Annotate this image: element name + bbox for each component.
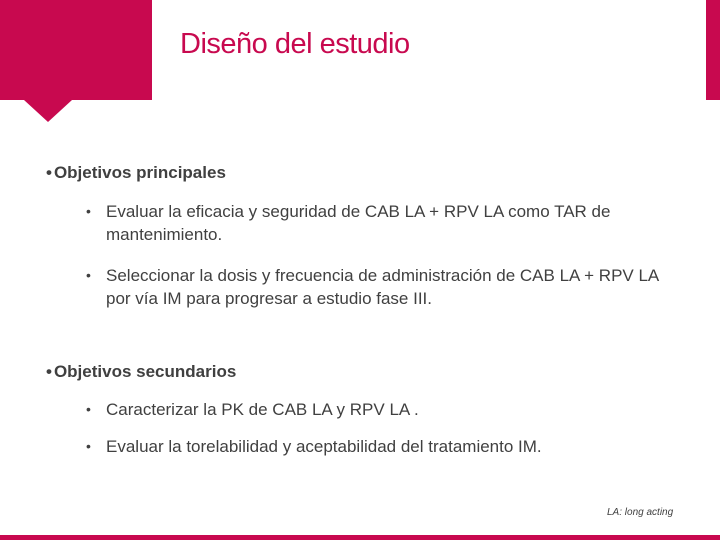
list-item-text: Evaluar la torelabilidad y aceptabilidad del tratamiento IM. xyxy=(106,437,542,456)
title-accent-bar xyxy=(0,0,152,100)
list-item xyxy=(86,398,686,421)
bottom-accent-bar xyxy=(0,535,720,540)
section-heading-secondary xyxy=(46,362,236,382)
list-item-text: Evaluar la eficacia y seguridad de CAB LA + RPV LA como TAR de mantenimiento. xyxy=(106,202,611,244)
bullet: • xyxy=(86,438,91,454)
footnote: LA: long acting xyxy=(607,507,674,518)
section-heading-primary xyxy=(46,163,226,183)
list-item xyxy=(86,435,686,458)
bullet: • xyxy=(46,163,52,182)
list-item-text: Seleccionar la dosis y frecuencia de administración de CAB LA + RPV LA por vía IM para progresar a estudio fase III. xyxy=(106,266,659,308)
list-item-text: Caracterizar la PK de CAB LA y RPV LA . xyxy=(106,400,419,419)
list-item xyxy=(86,200,686,246)
title-accent-pointer xyxy=(24,100,72,122)
bullet: • xyxy=(86,267,91,283)
section-heading-text: Objetivos principales xyxy=(53,163,226,182)
slide-title: Diseño del estudio xyxy=(180,28,410,60)
list-item xyxy=(86,264,686,310)
bullet: • xyxy=(86,401,91,417)
section-heading-text: Objetivos secundarios xyxy=(53,362,237,381)
bullet: • xyxy=(86,203,91,219)
bullet: • xyxy=(46,362,52,381)
right-accent-bar xyxy=(706,0,720,100)
